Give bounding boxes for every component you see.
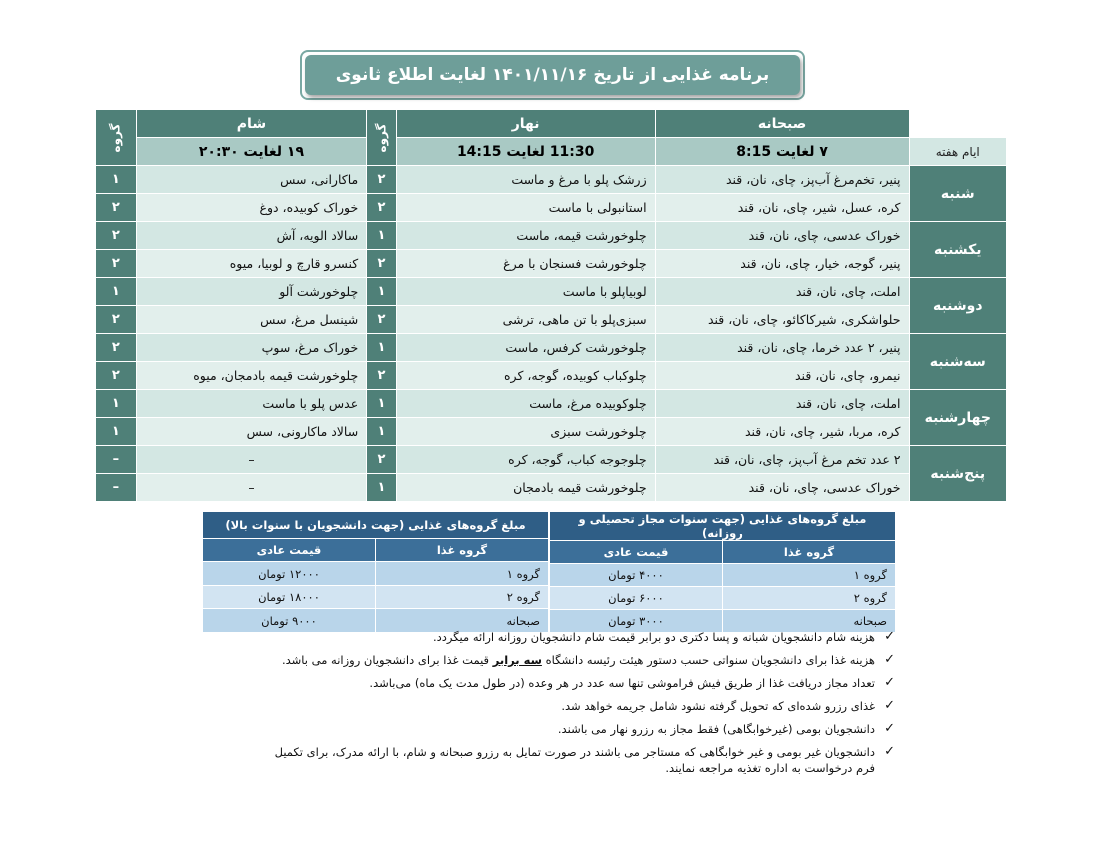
breakfast-cell: خوراک عدسی، چای، نان، قند [655,222,909,250]
group-cell: صبحانه [375,609,548,633]
price-cell: ۳۰۰۰ تومان [549,610,722,633]
lunch-time: 11:30 لغایت 14:15 [396,138,655,166]
breakfast-cell: ۲ عدد تخم مرغ آب‌پز، چای، نان، قند [655,446,909,474]
dinner-group-cell: ۲ [96,194,137,222]
note-item [215,721,895,737]
price-table-senior [202,511,549,633]
lunch-cell: چلوخورشت فسنجان با مرغ [396,250,655,278]
price-cell: ۱۲۰۰۰ تومان [202,562,375,586]
lunch-group-cell: ۱ [367,222,396,250]
lunch-group-cell: ۱ [367,278,396,306]
dinner-group-cell: ۲ [96,222,137,250]
corner-blank [909,110,1006,138]
notes-list [215,629,895,783]
col-food-group: گروه غذا [723,541,896,564]
dinner-group-cell: ۲ [96,362,137,390]
table-row [96,306,1007,334]
lunch-group-cell: ۲ [367,446,396,474]
col-food-group: گروه غذا [375,538,548,562]
dinner-cell: خوراک مرغ، سوپ [136,334,367,362]
group-cell: صبحانه [723,610,896,633]
lunch-cell: چلوخورشت قیمه، ماست [396,222,655,250]
price-cell: ۹۰۰۰ تومان [202,609,375,633]
table-row [96,362,1007,390]
table-row [96,390,1007,418]
price-table-title: مبلغ گروه‌های غذایی (جهت دانشجویان با سنوات بالا) [202,512,548,539]
note-text: دانشجویان بومی (غیرخوابگاهی) فقط مجاز به رزرو نهار می باشند. [557,722,875,736]
breakfast-cell: کره، عسل، شیر، چای، نان، قند [655,194,909,222]
lunch-cell: چلوخورشت کرفس، ماست [396,334,655,362]
lunch-group-cell: ۲ [367,166,396,194]
group-cell: گروه ۱ [375,562,548,586]
lunch-group-cell: ۱ [367,418,396,446]
table-row [96,418,1007,446]
lunch-group-cell: ۱ [367,390,396,418]
lunch-cell: چلوخورشت قیمه بادمجان [396,474,655,502]
note-text: غذای رزرو شده‌ای که تحویل گرفته نشود شامل جریمه خواهد شد. [561,699,875,713]
dinner-group-cell: – [96,446,137,474]
table-row [202,562,548,586]
lunch-group-cell: ۱ [367,474,396,502]
lunch-cell: چلوجوجه کباب، گوجه، کره [396,446,655,474]
price-cell: ۶۰۰۰ تومان [549,587,722,610]
lunch-group-cell: ۲ [367,250,396,278]
breakfast-cell: پنیر، تخم‌مرغ آب‌پز، چای، نان، قند [655,166,909,194]
table-row [96,166,1007,194]
dinner-header: شام [136,110,367,138]
table-row [96,446,1007,474]
breakfast-time: ۷ لغایت 8:15 [655,138,909,166]
day-thursday: پنج‌شنبه [909,446,1006,502]
breakfast-cell: نیمرو، چای، نان، قند [655,362,909,390]
dinner-cell: چلوخورشت قیمه بادمجان، میوه [136,362,367,390]
note-item [215,675,895,691]
breakfast-cell: پنیر، گوجه، خیار، چای، نان، قند [655,250,909,278]
dinner-cell: سالاد الویه، آش [136,222,367,250]
dinner-group-header: گروه [96,110,137,166]
breakfast-cell: پنیر، ۲ عدد خرما، چای، نان، قند [655,334,909,362]
table-row [96,334,1007,362]
col-normal-price: قیمت عادی [549,541,722,564]
note-emphasis: سه برابر [492,653,542,667]
check-icon: ✓ [884,744,895,759]
note-item [215,744,895,776]
check-icon: ✓ [884,629,895,644]
table-row [96,474,1007,502]
table-row [96,222,1007,250]
lunch-cell: استانبولی با ماست [396,194,655,222]
dinner-group-cell: ۱ [96,278,137,306]
table-row [96,194,1007,222]
lunch-cell: زرشک پلو با مرغ و ماست [396,166,655,194]
lunch-cell: چلوکباب کوبیده، گوجه، کره [396,362,655,390]
lunch-group-header: گروه [367,110,396,166]
check-icon: ✓ [884,652,895,667]
lunch-group-cell: ۲ [367,194,396,222]
note-text: هزینه غذا برای دانشجویان سنواتی حسب دستور هیئت رئیسه دانشگاه سه برابر قیمت غذا برای دانشجویان روزانه می باشد. [281,653,875,667]
dinner-cell: ماکارانی، سس [136,166,367,194]
lunch-group-cell: ۲ [367,362,396,390]
page-title: برنامه غذایی از تاریخ ۱۴۰۱/۱۱/۱۶ لغایت اطلاع ثانوی [305,55,800,95]
dinner-cell: کنسرو قارچ و لوبیا، میوه [136,250,367,278]
note-item [215,652,895,668]
table-row [96,250,1007,278]
lunch-cell: لوبیاپلو با ماست [396,278,655,306]
lunch-group-cell: ۱ [367,334,396,362]
day-sunday: یکشنبه [909,222,1006,278]
dinner-cell: – [136,446,367,474]
table-row [96,278,1007,306]
meal-schedule-table [95,109,1007,502]
dinner-group-cell: ۲ [96,334,137,362]
price-tables [204,511,896,633]
breakfast-cell: خوراک عدسی، چای، نان، قند [655,474,909,502]
check-icon: ✓ [884,698,895,713]
group-cell: گروه ۲ [723,587,896,610]
breakfast-cell: املت، چای، نان، قند [655,278,909,306]
days-of-week-label: ایام هفته [909,138,1006,166]
price-table-regular [549,511,896,633]
dinner-group-cell: ۲ [96,306,137,334]
note-text: تعداد مجاز دریافت غذا از طریق فیش فراموشی تنها سه عدد در هر وعده (در طول مدت یک ماه) می‌باشد. [369,676,875,690]
note-text: هزینه شام دانشجویان شبانه و پسا دکتری دو برابر قیمت شام دانشجویان روزانه ارائه میگردد. [432,630,875,644]
dinner-group-cell: ۱ [96,166,137,194]
table-row [549,564,895,587]
check-icon: ✓ [884,675,895,690]
lunch-group-cell: ۲ [367,306,396,334]
breakfast-header: صبحانه [655,110,909,138]
dinner-cell: چلوخورشت آلو [136,278,367,306]
breakfast-cell: حلواشکری، شیرکاکائو، چای، نان، قند [655,306,909,334]
dinner-cell: شینسل مرغ، سس [136,306,367,334]
price-table-title: مبلغ گروه‌های غذایی (جهت سنوات مجاز تحصیلی و روزانه) [549,512,895,541]
dinner-group-cell: – [96,474,137,502]
lunch-cell: سبزی‌پلو با تن ماهی، ترشی [396,306,655,334]
day-monday: دوشنبه [909,278,1006,334]
dinner-cell: عدس پلو با ماست [136,390,367,418]
day-tuesday: سه‌شنبه [909,334,1006,390]
title-banner [300,50,805,100]
check-icon: ✓ [884,721,895,736]
dinner-group-cell: ۱ [96,418,137,446]
breakfast-cell: کره، مربا، شیر، چای، نان، قند [655,418,909,446]
dinner-cell: سالاد ماکارونی، سس [136,418,367,446]
breakfast-cell: املت، چای، نان، قند [655,390,909,418]
lunch-cell: چلوکوبیده مرغ، ماست [396,390,655,418]
dinner-time: ۱۹ لغایت ۲۰:۳۰ [136,138,367,166]
group-cell: گروه ۱ [723,564,896,587]
dinner-group-cell: ۲ [96,250,137,278]
lunch-cell: چلوخورشت سبزی [396,418,655,446]
note-item [215,698,895,714]
dinner-cell: خوراک کوبیده، دوغ [136,194,367,222]
price-cell: ۴۰۰۰ تومان [549,564,722,587]
table-row [549,587,895,610]
group-cell: گروه ۲ [375,585,548,609]
note-text: دانشجویان غیر بومی و غیر خوابگاهی که مستاجر می باشند در صورت تمایل به رزرو صبحانه و شام، با ارائه مدرک، برای تکمیل فرم درخواست به اداره تغذیه مراجعه نمایند. [274,745,875,775]
price-cell: ۱۸۰۰۰ تومان [202,585,375,609]
lunch-header: نهار [396,110,655,138]
col-normal-price: قیمت عادی [202,538,375,562]
day-wednesday: چهارشنبه [909,390,1006,446]
table-row [202,585,548,609]
dinner-cell: – [136,474,367,502]
day-saturday: شنبه [909,166,1006,222]
note-item [215,629,895,645]
dinner-group-cell: ۱ [96,390,137,418]
